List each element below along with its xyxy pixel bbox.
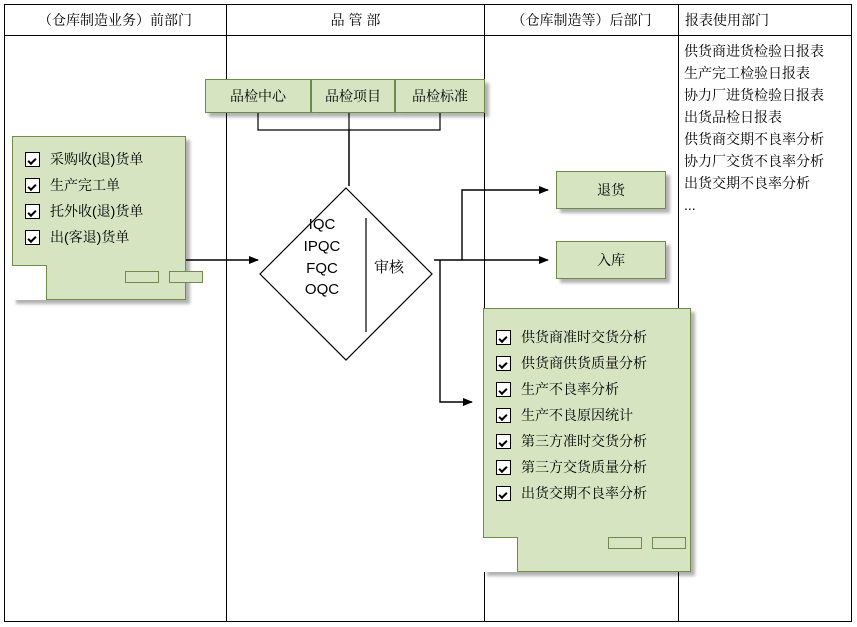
header-col-front-dept: （仓库制造业务）前部门	[38, 12, 192, 28]
checkbox-icon	[496, 434, 511, 449]
list-item-label: 生产不良率分析	[521, 381, 619, 397]
box-warehouse-in[interactable]	[556, 241, 666, 279]
report-list-item: 出货品检日报表	[684, 109, 782, 125]
box-qc-standard[interactable]	[395, 79, 485, 113]
box-return-goods-label: 退货	[597, 182, 625, 198]
document-source-buttons	[125, 271, 203, 283]
checkbox-icon	[25, 178, 40, 193]
box-qc-standard-label: 品检标准	[412, 88, 468, 104]
list-item	[496, 379, 680, 399]
report-usage-list	[684, 40, 824, 216]
report-list-item: ...	[684, 197, 696, 213]
report-list-item: 出货交期不良率分析	[684, 175, 810, 191]
list-item-label: 生产不良原因统计	[521, 407, 633, 423]
report-list-item: 生产完工检验日报表	[684, 65, 810, 81]
checkbox-icon	[496, 408, 511, 423]
header-col-report-dept: 报表使用部门	[685, 12, 769, 28]
checkbox-icon	[25, 152, 40, 167]
document-source-orders-body	[13, 137, 185, 263]
report-list-item: 协力厂进货检验日报表	[684, 87, 824, 103]
checkbox-icon	[496, 356, 511, 371]
list-item	[25, 149, 175, 169]
page-fold-corner	[12, 265, 47, 300]
document-analysis-reports[interactable]	[483, 308, 691, 572]
decision-qc-types: IQC IPQC FQC OQC	[303, 216, 341, 299]
list-item-label: 生产完工单	[50, 177, 120, 193]
list-item	[496, 353, 680, 373]
page-fold-corner	[483, 537, 518, 572]
list-item-label: 供货商供货质量分析	[521, 355, 647, 371]
list-item-label: 出(客退)货单	[50, 229, 130, 245]
report-list-item: 供货商交期不良率分析	[684, 131, 824, 147]
list-item	[496, 457, 680, 477]
decision-qc-review[interactable]	[258, 186, 434, 362]
checkbox-icon	[496, 330, 511, 345]
list-item	[25, 201, 175, 221]
list-item	[496, 327, 680, 347]
checkbox-icon	[496, 382, 511, 397]
header-col-back-dept: （仓库制造等）后部门	[511, 12, 652, 28]
list-item-label: 第三方准时交货分析	[521, 433, 647, 449]
box-qc-item-label: 品检项目	[325, 88, 381, 104]
checkbox-icon	[25, 230, 40, 245]
list-item	[25, 227, 175, 247]
list-item-label: 第三方交货质量分析	[521, 459, 647, 475]
box-qc-center-label: 品检中心	[230, 88, 286, 104]
report-list-item: 协力厂交货不良率分析	[684, 153, 824, 169]
document-source-orders[interactable]	[12, 136, 186, 300]
box-qc-center[interactable]	[205, 79, 311, 113]
checkbox-icon	[496, 486, 511, 501]
doc-button[interactable]	[608, 537, 642, 549]
report-list-item: 供货商进货检验日报表	[684, 43, 824, 59]
list-item-label: 出货交期不良率分析	[521, 485, 647, 501]
list-item	[496, 405, 680, 425]
checkbox-icon	[496, 460, 511, 475]
list-item-label: 采购收(退)货单	[50, 151, 144, 167]
decision-side-label: 审核	[374, 259, 405, 276]
checkbox-icon	[25, 204, 40, 219]
doc-button[interactable]	[125, 271, 159, 283]
list-item-label: 托外收(退)货单	[50, 203, 144, 219]
doc-button[interactable]	[169, 271, 203, 283]
box-warehouse-in-label: 入库	[597, 252, 625, 268]
list-item	[25, 175, 175, 195]
list-item	[496, 483, 680, 503]
doc-button[interactable]	[652, 537, 686, 549]
document-analysis-body	[484, 309, 690, 519]
document-analysis-buttons	[608, 537, 686, 549]
list-item	[496, 431, 680, 451]
box-qc-item[interactable]	[311, 79, 395, 113]
list-item-label: 供货商准时交货分析	[521, 329, 647, 345]
header-col-qc-dept: 品 管 部	[330, 12, 381, 28]
box-return-goods[interactable]	[556, 171, 666, 209]
